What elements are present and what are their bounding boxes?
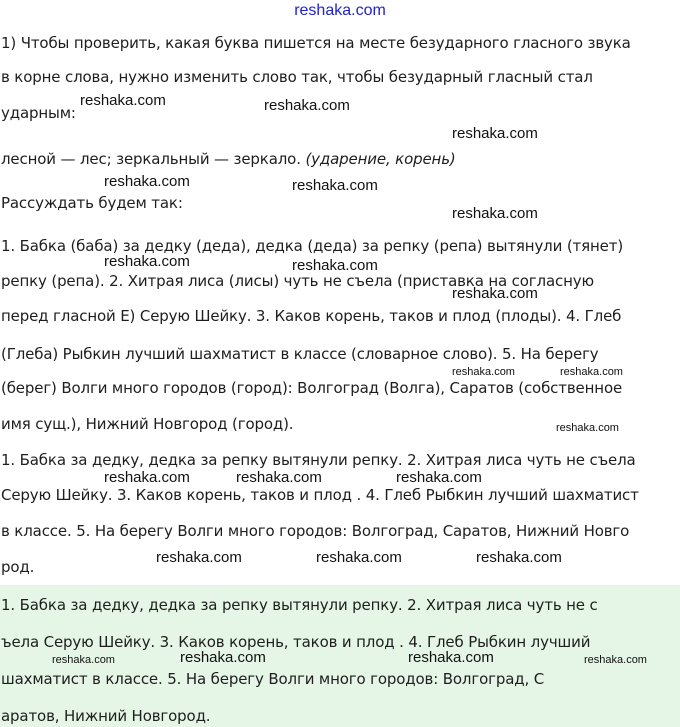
answer-line: 1. Бабка за дедку, дедка за репку вытянули репку. 2. Хитрая лиса чуть не с — [1, 596, 598, 614]
examples-line — [1, 149, 677, 169]
watermark: reshaka.com — [104, 253, 190, 270]
explanation-line: имя сущ.), Нижний Новгород (город). — [1, 415, 294, 433]
watermark: reshaka.com — [408, 649, 494, 666]
watermark: reshaka.com — [104, 173, 190, 190]
watermark: reshaka.com — [452, 205, 538, 222]
rewrite-line: род. — [1, 558, 35, 576]
watermark: reshaka.com — [560, 366, 623, 378]
explanation-line: (Глеба) Рыбкин лучший шахматист в классе (словарное слово). 5. На берегу — [1, 345, 599, 363]
explanation-line: (берег) Волги много городов (город): Волгоград (Волга), Саратов (собственное — [1, 379, 623, 397]
watermark: reshaka.com — [476, 549, 562, 566]
watermark: reshaka.com — [556, 422, 619, 434]
answer-line: шахматист в классе. 5. На берегу Волги много городов: Волгоград, С — [1, 670, 545, 688]
watermark: reshaka.com — [316, 549, 402, 566]
watermark: reshaka.com — [236, 469, 322, 486]
watermark: reshaka.com — [452, 366, 515, 378]
rewrite-line: в классе. 5. На берегу Волги много городов: Волгоград, Саратов, Нижний Новго — [1, 522, 630, 540]
watermark: reshaka.com — [52, 654, 115, 666]
intro-line: ударным: — [1, 104, 76, 122]
rewrite-line: Серую Шейку. 3. Каков корень, таков и плод . 4. Глеб Рыбкин лучший шахматист — [1, 486, 639, 504]
watermark: reshaka.com — [452, 125, 538, 142]
answer-line: ъела Серую Шейку. 3. Каков корень, таков и плод . 4. Глеб Рыбкин лучший — [1, 633, 591, 651]
examples-text: лесной — лес; зеркальный — зеркало. — [1, 150, 301, 168]
intro-line: в корне слова, нужно изменить слово так, чтобы безударный гласный стал — [1, 68, 593, 86]
intro-line: 1) Чтобы проверить, какая буква пишется на месте безударного гласного звука — [1, 34, 631, 52]
answer-line: аратов, Нижний Новгород. — [1, 707, 211, 725]
explanation-line: репку (репа). 2. Хитрая лиса (лисы) чуть не съела (приставка на согласную — [1, 272, 594, 290]
examples-note: (ударение, корень) — [305, 150, 456, 168]
watermark: reshaka.com — [180, 649, 266, 666]
watermark: reshaka.com — [584, 654, 647, 666]
explanation-line: 1. Бабка (баба) за дедку (деда), дедка (деда) за репку (репа) вытянули (тянет) — [1, 237, 624, 255]
watermark: reshaka.com — [80, 92, 166, 109]
watermark: reshaka.com — [264, 97, 350, 114]
explanation-line: перед гласной Е) Серую Шейку. 3. Каков корень, таков и плод (плоды). 4. Глеб — [1, 307, 622, 325]
watermark: reshaka.com — [292, 257, 378, 274]
reasoning-line: Рассуждать будем так: — [1, 194, 183, 212]
watermark: reshaka.com — [396, 469, 482, 486]
watermark: reshaka.com — [104, 469, 190, 486]
watermark: reshaka.com — [452, 285, 538, 302]
watermark: reshaka.com — [156, 549, 242, 566]
rewrite-line: 1. Бабка за дедку, дедка за репку вытянули репку. 2. Хитрая лиса чуть не съела — [1, 451, 636, 469]
site-header-link[interactable]: reshaka.com — [294, 2, 386, 19]
watermark: reshaka.com — [292, 177, 378, 194]
